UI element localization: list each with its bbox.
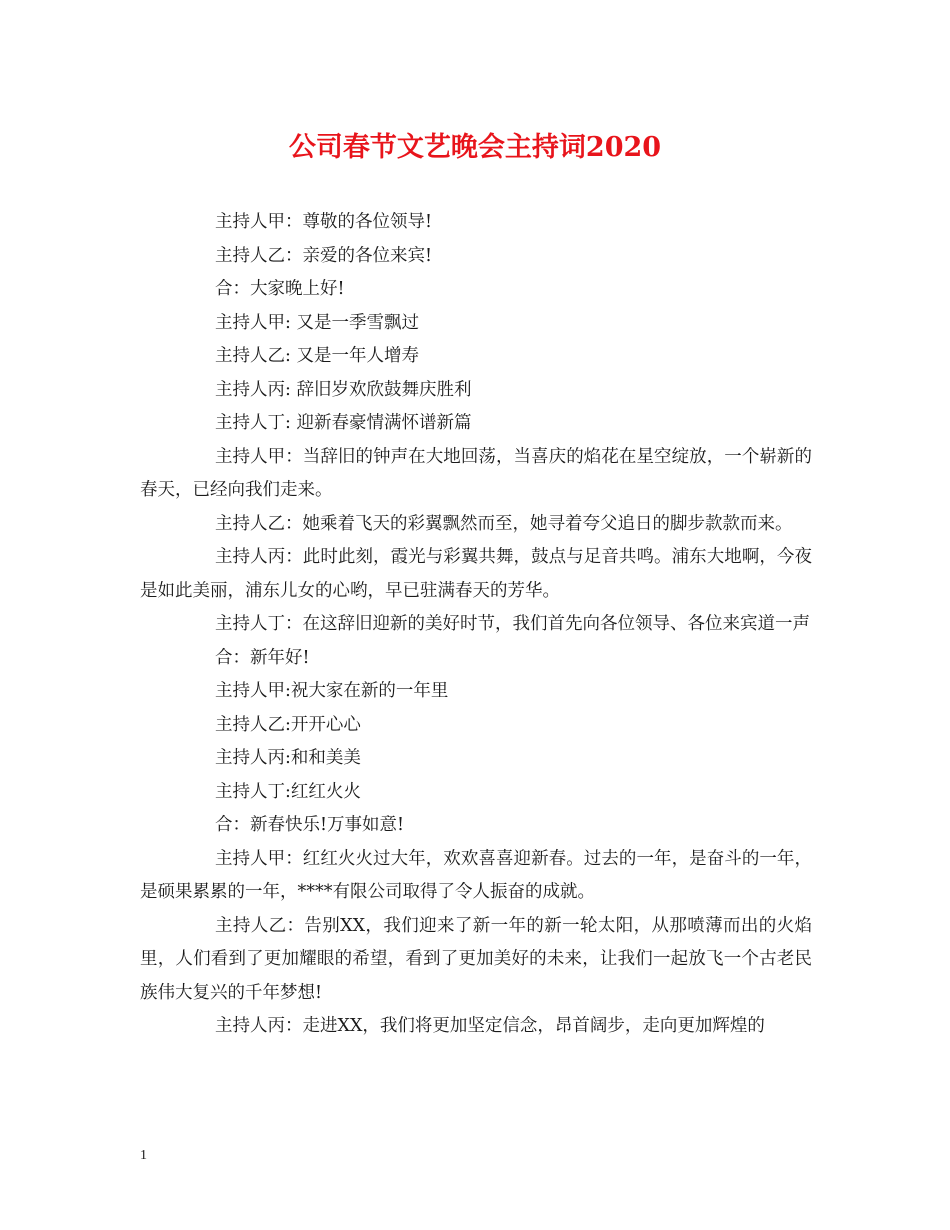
paragraph: 主持人乙：她乘着飞天的彩翼飘然而至，她寻着夸父追日的脚步款款而来。 xyxy=(215,513,793,534)
paragraph: 主持人乙: 又是一年人增寿 xyxy=(215,346,419,366)
paragraph: 合：大家晚上好! xyxy=(215,279,345,299)
paragraph: 主持人乙：告别XX，我们迎来了新一年的新一轮太阳，从那喷薄而出的火焰里，人们看到了更加耀眼的希望，看到了更加美好的未来，让我们一起放飞一个古老民族伟大复兴的千年梦想! xyxy=(140,915,812,1003)
paragraph: 主持人甲：当辞旧的钟声在大地回荡，当喜庆的焰花在星空绽放，一个崭新的春天，已经向我们走来。 xyxy=(140,446,812,500)
paragraph: 主持人丙：走进XX，我们将更加坚定信念，昂首阔步，走向更加辉煌的 xyxy=(215,1016,765,1036)
paragraph: 主持人丙: 辞旧岁欢欣鼓舞庆胜利 xyxy=(215,379,472,400)
paragraph: 主持人丁: 迎新春豪情满怀谱新篇 xyxy=(215,413,472,433)
paragraph: 合：新年好! xyxy=(215,647,310,668)
paragraph: 主持人甲：红红火火过大年，欢欢喜喜迎新春。过去的一年，是奋斗的一年，是硕果累累的一年，****有限公司取得了令人振奋的成就。 xyxy=(140,848,812,902)
paragraph: 主持人丁:红红火火 xyxy=(215,781,361,802)
paragraph: 主持人甲:祝大家在新的一年里 xyxy=(215,681,449,701)
page-number: 1 xyxy=(140,1148,147,1163)
paragraph: 主持人甲: 又是一季雪飘过 xyxy=(215,312,419,333)
paragraph: 主持人乙:开开心心 xyxy=(215,714,361,735)
paragraph: 主持人乙：亲爱的各位来宾! xyxy=(215,245,433,266)
paragraph: 合：新春快乐!万事如意! xyxy=(215,815,405,835)
paragraph: 主持人丙：此时此刻，霞光与彩翼共舞，鼓点与足音共鸣。浦东大地啊，今夜是如此美丽，浦东儿女的心哟，早已驻满春天的芳华。 xyxy=(140,547,812,601)
document-title: 公司春节文艺晚会主持词2020 xyxy=(288,132,662,163)
paragraph: 主持人丁：在这辞旧迎新的美好时节，我们首先向各位领导、各位来宾道一声 xyxy=(215,614,810,634)
paragraph: 主持人丙:和和美美 xyxy=(215,748,361,768)
paragraph: 主持人甲：尊敬的各位领导! xyxy=(215,212,433,232)
document-body xyxy=(140,206,812,1044)
